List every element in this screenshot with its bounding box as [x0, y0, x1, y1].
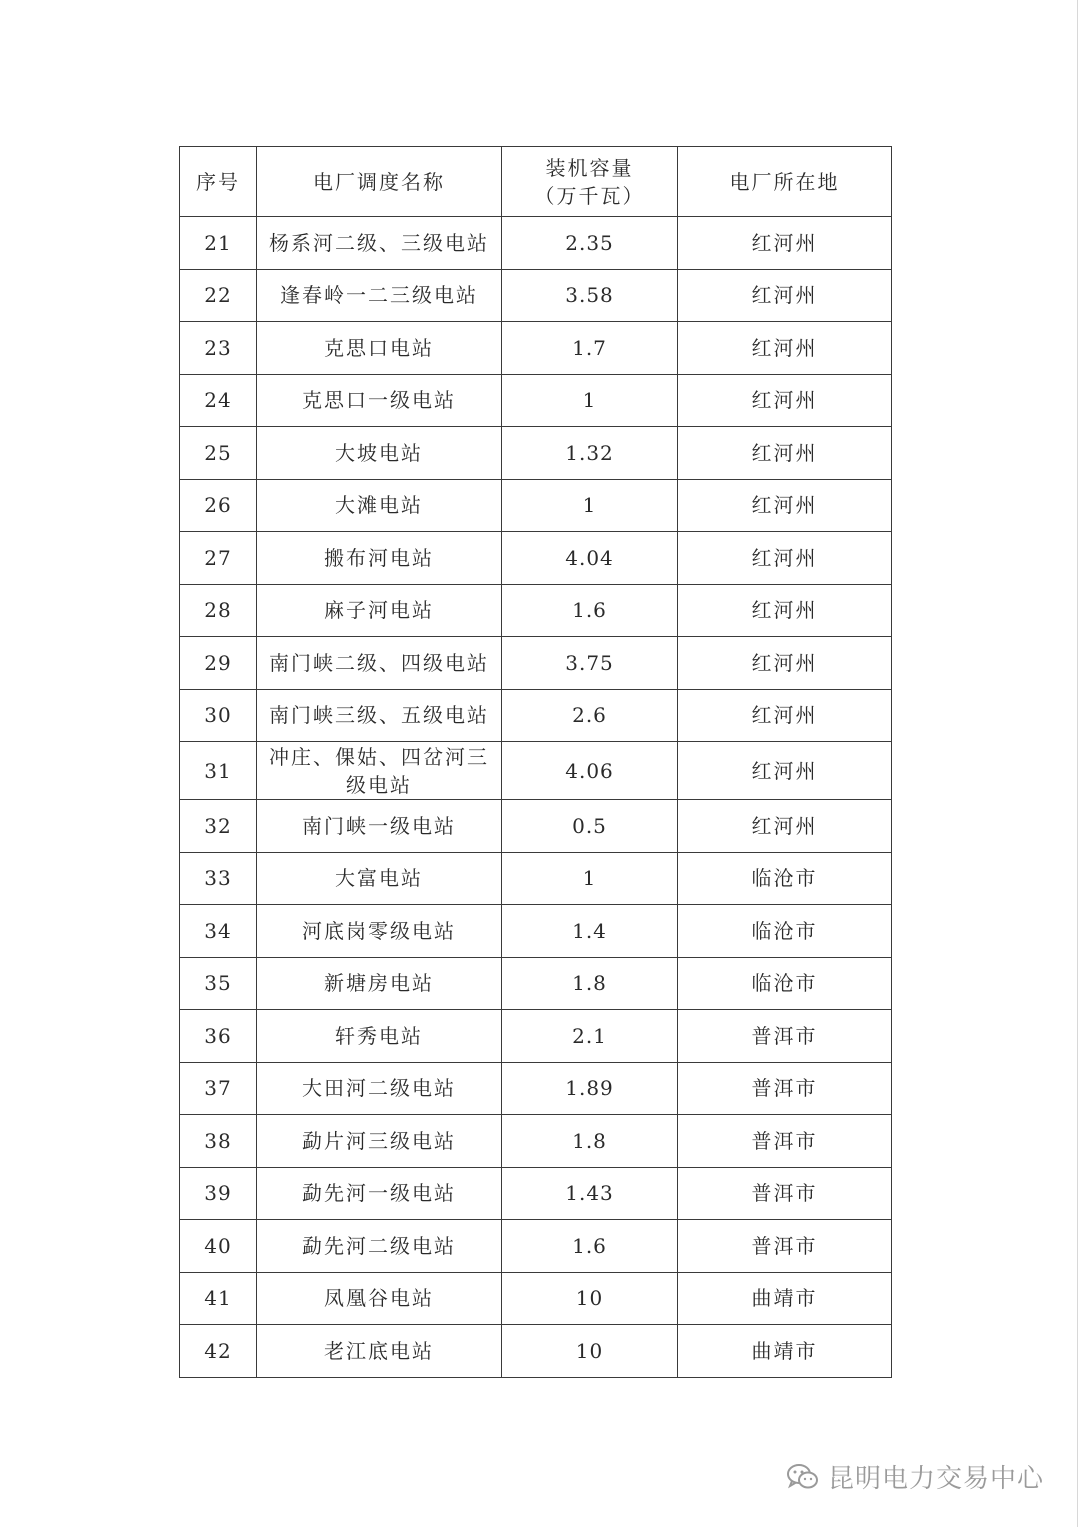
- cell-location: 普洱市: [678, 1220, 892, 1273]
- cell-index: 40: [180, 1220, 257, 1273]
- table-row: [180, 322, 892, 375]
- cell-name: 大富电站: [257, 852, 502, 905]
- cell-name: 勐先河二级电站: [257, 1220, 502, 1273]
- cell-name: 克思口一级电站: [257, 374, 502, 427]
- cell-location: 红河州: [678, 637, 892, 690]
- header-index: 序号: [180, 147, 257, 217]
- watermark-text: 昆明电力交易中心: [828, 1464, 1045, 1494]
- cell-index: 24: [180, 374, 257, 427]
- cell-location: 曲靖市: [678, 1325, 892, 1378]
- cell-name: 老江底电站: [257, 1325, 502, 1378]
- header-name: 电厂调度名称: [257, 147, 502, 217]
- header-capacity: [502, 147, 678, 217]
- cell-name: 凤凰谷电站: [257, 1272, 502, 1325]
- table-row: [180, 374, 892, 427]
- watermark: [786, 1458, 1044, 1495]
- cell-name: 大田河二级电站: [257, 1062, 502, 1115]
- table-row: [180, 1010, 892, 1063]
- cell-index: 22: [180, 269, 257, 322]
- table-row: [180, 637, 892, 690]
- cell-location: 普洱市: [678, 1010, 892, 1063]
- table-row: [180, 532, 892, 585]
- cell-name: 南门峡二级、四级电站: [257, 637, 502, 690]
- cell-index: 33: [180, 852, 257, 905]
- cell-location: 红河州: [678, 800, 892, 853]
- cell-location: 红河州: [678, 217, 892, 270]
- table-row: [180, 1325, 892, 1378]
- cell-capacity: 2.6: [502, 689, 678, 742]
- cell-name: 大坡电站: [257, 427, 502, 480]
- cell-name: 新塘房电站: [257, 957, 502, 1010]
- cell-name: 河底岗零级电站: [257, 905, 502, 958]
- cell-index: 36: [180, 1010, 257, 1063]
- cell-capacity: 1.8: [502, 957, 678, 1010]
- table-row: [180, 1115, 892, 1168]
- cell-capacity: 1: [502, 479, 678, 532]
- table-row: [180, 742, 892, 800]
- cell-name: 南门峡三级、五级电站: [257, 689, 502, 742]
- cell-location: 临沧市: [678, 905, 892, 958]
- cell-capacity: 3.58: [502, 269, 678, 322]
- cell-location: 红河州: [678, 479, 892, 532]
- table-row: [180, 957, 892, 1010]
- cell-name: 杨系河二级、三级电站: [257, 217, 502, 270]
- cell-location: 红河州: [678, 427, 892, 480]
- cell-index: 35: [180, 957, 257, 1010]
- cell-capacity: 1: [502, 374, 678, 427]
- page-edge-line: [1077, 0, 1078, 1527]
- cell-index: 26: [180, 479, 257, 532]
- table-row: [180, 1167, 892, 1220]
- cell-location: 普洱市: [678, 1115, 892, 1168]
- cell-capacity: 1: [502, 852, 678, 905]
- table-row: [180, 905, 892, 958]
- cell-capacity: 4.04: [502, 532, 678, 585]
- cell-index: 31: [180, 742, 257, 800]
- cell-location: 临沧市: [678, 852, 892, 905]
- cell-capacity: 1.32: [502, 427, 678, 480]
- cell-location: 红河州: [678, 374, 892, 427]
- table-row: [180, 584, 892, 637]
- cell-name: 大滩电站: [257, 479, 502, 532]
- cell-index: 28: [180, 584, 257, 637]
- cell-capacity: 1.8: [502, 1115, 678, 1168]
- cell-capacity: 3.75: [502, 637, 678, 690]
- cell-index: 32: [180, 800, 257, 853]
- cell-capacity: 1.43: [502, 1167, 678, 1220]
- cell-location: 普洱市: [678, 1062, 892, 1115]
- cell-capacity: 1.6: [502, 1220, 678, 1273]
- cell-index: 27: [180, 532, 257, 585]
- cell-capacity: 1.89: [502, 1062, 678, 1115]
- cell-location: 临沧市: [678, 957, 892, 1010]
- header-capacity-line1: 装机容量: [545, 155, 634, 180]
- cell-name: 勐先河一级电站: [257, 1167, 502, 1220]
- table-row: [180, 800, 892, 853]
- cell-capacity: 2.1: [502, 1010, 678, 1063]
- cell-index: 25: [180, 427, 257, 480]
- cell-capacity: 2.35: [502, 217, 678, 270]
- table-header-row: [180, 147, 892, 217]
- table-row: [180, 269, 892, 322]
- table-row: [180, 852, 892, 905]
- cell-index: 34: [180, 905, 257, 958]
- table-row: [180, 217, 892, 270]
- cell-index: 23: [180, 322, 257, 375]
- cell-capacity: 1.6: [502, 584, 678, 637]
- cell-name: 轩秀电站: [257, 1010, 502, 1063]
- cell-name: 逢春岭一二三级电站: [257, 269, 502, 322]
- cell-location: 红河州: [678, 322, 892, 375]
- cell-index: 29: [180, 637, 257, 690]
- cell-index: 39: [180, 1167, 257, 1220]
- table-row: [180, 479, 892, 532]
- table-row: [180, 427, 892, 480]
- cell-name: 麻子河电站: [257, 584, 502, 637]
- cell-name: 克思口电站: [257, 322, 502, 375]
- cell-name-line2: 级电站: [346, 772, 412, 797]
- cell-index: 37: [180, 1062, 257, 1115]
- cell-location: 红河州: [678, 269, 892, 322]
- table-row: [180, 689, 892, 742]
- cell-index: 21: [180, 217, 257, 270]
- cell-name: [257, 742, 502, 800]
- cell-location: 红河州: [678, 742, 892, 800]
- cell-capacity: 1.4: [502, 905, 678, 958]
- cell-location: 红河州: [678, 532, 892, 585]
- power-plant-table: [179, 146, 892, 1378]
- table-row: [180, 1272, 892, 1325]
- table-row: [180, 1062, 892, 1115]
- cell-capacity: 4.06: [502, 742, 678, 800]
- header-location: 电厂所在地: [678, 147, 892, 217]
- cell-capacity: 1.7: [502, 322, 678, 375]
- header-capacity-line2: （万千瓦）: [534, 183, 645, 208]
- cell-location: 曲靖市: [678, 1272, 892, 1325]
- cell-name: 搬布河电站: [257, 532, 502, 585]
- wechat-icon: [786, 1462, 820, 1492]
- cell-name-line1: 冲庄、倮姑、四岔河三: [269, 744, 489, 769]
- cell-name: 勐片河三级电站: [257, 1115, 502, 1168]
- cell-index: 38: [180, 1115, 257, 1168]
- cell-index: 42: [180, 1325, 257, 1378]
- table-row: [180, 1220, 892, 1273]
- cell-index: 30: [180, 689, 257, 742]
- cell-index: 41: [180, 1272, 257, 1325]
- cell-location: 普洱市: [678, 1167, 892, 1220]
- cell-capacity: 10: [502, 1325, 678, 1378]
- cell-capacity: 10: [502, 1272, 678, 1325]
- cell-location: 红河州: [678, 584, 892, 637]
- cell-location: 红河州: [678, 689, 892, 742]
- cell-name: 南门峡一级电站: [257, 800, 502, 853]
- cell-capacity: 0.5: [502, 800, 678, 853]
